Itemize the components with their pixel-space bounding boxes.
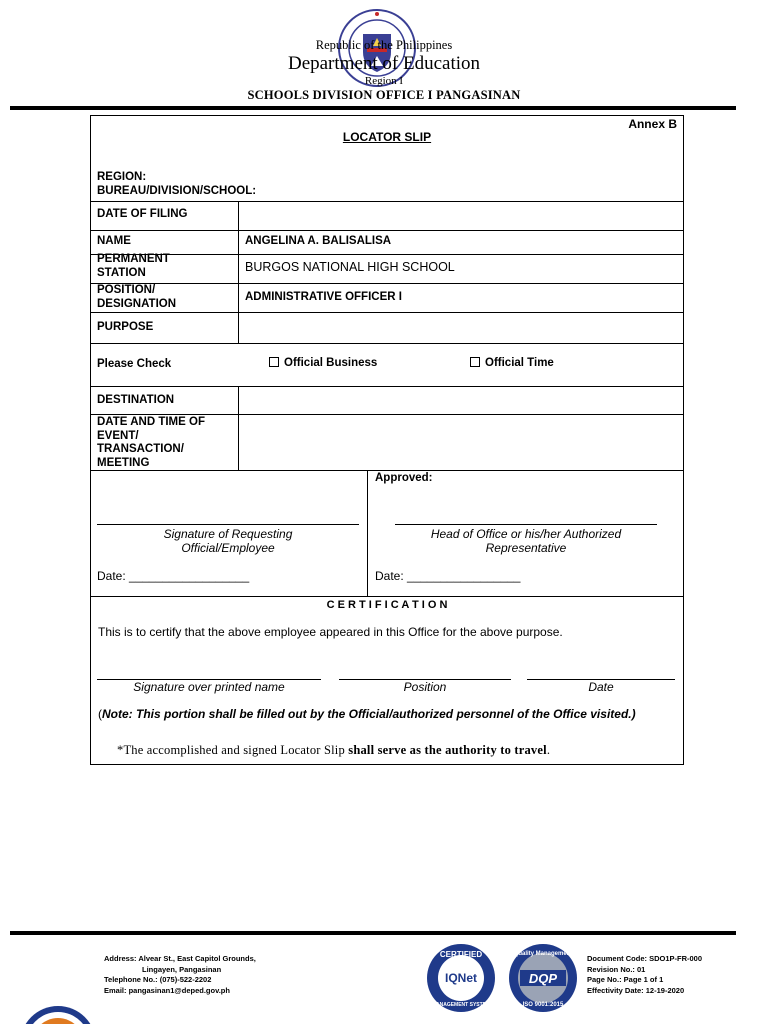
document-code: Document Code: SDO1P-FR-000 [587, 954, 703, 963]
badge1-bottom-text: MANAGEMENT SYSTEM [431, 1002, 491, 1008]
head-signature-line[interactable] [395, 524, 657, 525]
date-of-filing-label: DATE OF FILING [97, 208, 188, 220]
approved-label: Approved: [375, 472, 433, 484]
row-divider [91, 201, 683, 202]
address-line1: Address: Alvear St., East Capitol Grounds, [104, 954, 256, 963]
requesting-caption-line2: Official/Employee [181, 541, 275, 555]
event-label-line4: MEETING [97, 457, 150, 469]
official-time-checkbox[interactable] [470, 357, 480, 367]
annex-label: Annex B [628, 117, 677, 131]
row-divider [91, 596, 683, 597]
purpose-label: PURPOSE [97, 321, 154, 333]
badge1-top-text: CERTIFIED [439, 950, 483, 959]
effectivity-date: Effectivity Date: 12-19-2020 [587, 985, 685, 995]
cert-signature-caption: Signature over printed name [133, 680, 285, 694]
destination-label: DESTINATION [97, 394, 175, 406]
division-office-logo-icon [18, 1004, 98, 1024]
row-divider [91, 470, 683, 471]
station-field[interactable]: BURGOS NATIONAL HIGH SCHOOL [245, 260, 455, 274]
badge2-top-text: Quality Management [513, 951, 573, 957]
email-line: Email: pangasinan1@deped.gov.ph [104, 985, 230, 995]
department-title: Department of Education [287, 53, 481, 74]
head-caption-line2: Representative [485, 541, 567, 555]
row-divider [91, 312, 683, 313]
requesting-signature-line[interactable] [97, 524, 359, 525]
official-business-label: Official Business [284, 357, 378, 369]
row-divider [91, 343, 683, 344]
locator-slip-form [90, 115, 684, 765]
republic-text: Republic of the Philippines [315, 38, 453, 52]
head-date-field[interactable]: Date: _________________ [375, 569, 521, 583]
cert-date-caption: Date [588, 680, 614, 694]
badge1-mid-text: IQNet [444, 971, 478, 985]
note-text: Note: This portion shall be filled out by the Official/authorized personnel of the Office visited.) [102, 707, 636, 721]
telephone-line: Telephone No.: (075)-522-2202 [104, 975, 212, 984]
page-number: Page No.: Page 1 of 1 [587, 975, 664, 984]
name-label: NAME [97, 235, 131, 247]
position-label-line1: POSITION/ [97, 284, 156, 296]
row-divider [91, 386, 683, 387]
iqnet-certified-badge-icon [426, 943, 496, 1013]
revision-number: Revision No.: 01 [587, 964, 646, 974]
document-control-info [587, 954, 702, 996]
authority-suffix: . [546, 743, 551, 757]
authority-prefix: *The accomplished and signed Locator Slip [117, 743, 349, 757]
station-label-line1: PERMANENT [97, 253, 170, 265]
footer-address [104, 954, 256, 996]
column-divider [238, 386, 239, 470]
address-line2: Lingayen, Pangasinan [142, 964, 222, 974]
note-open-paren: ( [98, 707, 102, 721]
head-caption-line1: Head of Office or his/her Authorized [430, 527, 622, 541]
official-time-option[interactable] [470, 357, 554, 369]
badge2-bottom-text: ISO 9001:2015 [522, 1002, 564, 1008]
position-label-line2: DESIGNATION [97, 298, 177, 310]
badge2-mid-text: DQP [528, 971, 558, 986]
region-label: REGION: [97, 171, 147, 183]
header-divider [10, 106, 736, 110]
certification-text: This is to certify that the above employee appeared in this Office for the above purpose. [98, 625, 563, 639]
row-divider [91, 283, 683, 284]
requesting-caption-line1: Signature of Requesting [163, 527, 293, 541]
column-divider [367, 470, 368, 596]
requesting-date-field[interactable]: Date: __________________ [97, 569, 250, 583]
form-title: LOCATOR SLIP [342, 130, 432, 144]
official-time-label: Official Time [485, 357, 554, 369]
row-divider [91, 254, 683, 255]
official-business-option[interactable] [269, 357, 377, 369]
station-label-line2: STATION [97, 267, 146, 279]
please-check-label: Please Check [97, 358, 172, 370]
official-business-checkbox[interactable] [269, 357, 279, 367]
authority-bold: shall serve as the authority to travel [348, 743, 547, 757]
row-divider [91, 230, 683, 231]
column-divider [238, 201, 239, 343]
event-label-line3: TRANSACTION/ [97, 443, 184, 455]
event-label-line2: EVENT/ [97, 430, 139, 442]
region-text: Region I [364, 75, 404, 87]
name-field[interactable]: ANGELINA A. BALISALISA [245, 235, 392, 247]
authority-statement [117, 743, 550, 758]
bureau-label: BUREAU/DIVISION/SCHOOL: [97, 185, 257, 197]
dqp-iso-badge-icon [506, 943, 580, 1013]
event-label-line1: DATE AND TIME OF [97, 416, 205, 428]
certification-note [98, 707, 676, 721]
cert-position-caption: Position [403, 680, 447, 694]
footer-divider [10, 931, 736, 935]
division-text: SCHOOLS DIVISION OFFICE I PANGASINAN [247, 88, 521, 102]
certification-title: C E R T I F I C A T I O N [326, 599, 448, 611]
position-field[interactable]: ADMINISTRATIVE OFFICER I [245, 291, 402, 303]
row-divider [91, 414, 683, 415]
